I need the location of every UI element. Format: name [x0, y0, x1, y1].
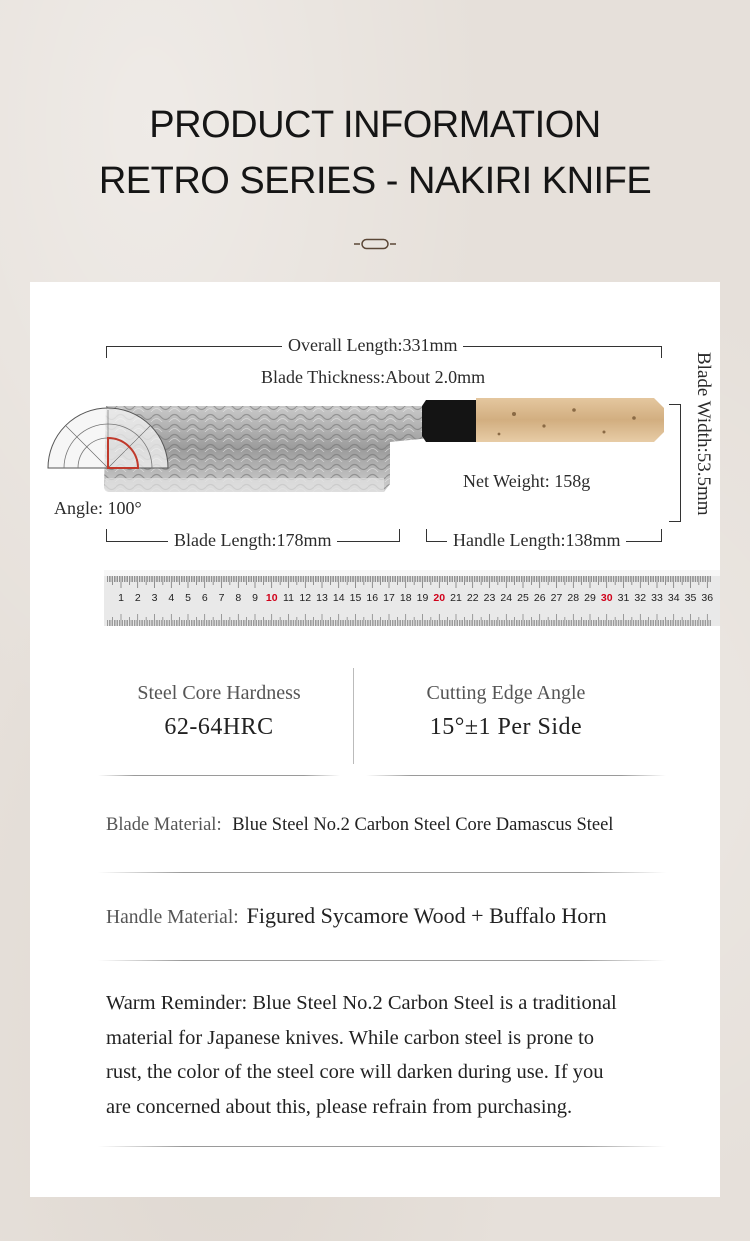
ruler-number: 16 [366, 592, 379, 604]
divider-line [366, 775, 666, 776]
blade-material-row [106, 815, 613, 836]
cutting-angle-label: Cutting Edge Angle [426, 682, 586, 704]
reminder-line: Warm Reminder: Blue Steel No.2 Carbon Steel is a traditional [106, 992, 617, 1014]
blade-width-tick-bottom [669, 521, 681, 522]
ruler-number: 20 [433, 592, 446, 604]
ruler-number: 30 [600, 592, 613, 604]
handle-material-label: Handle Material: [106, 907, 239, 928]
ruler [104, 570, 720, 626]
overall-length-tick-left [106, 346, 107, 358]
blade-length-tick-right [399, 529, 400, 542]
ruler-number: 17 [383, 592, 395, 604]
ruler-number: 27 [550, 592, 563, 604]
blade-thickness-label: Blade Thickness:About 2.0mm [261, 367, 486, 387]
ruler-number: 24 [500, 592, 513, 604]
ruler-number: 1 [118, 592, 124, 604]
hardness-label: Steel Core Hardness [137, 682, 301, 704]
reminder-line: are concerned about this, please refrain from purchasing. [106, 1095, 573, 1118]
ruler-number: 36 [701, 592, 714, 604]
ruler-number: 15 [349, 592, 362, 604]
ruler-number: 8 [235, 592, 242, 604]
blade-length-label: Blade Length:178mm [168, 530, 337, 551]
ruler-number: 32 [634, 592, 647, 604]
divider-line [98, 775, 340, 776]
ruler-number: 4 [168, 592, 175, 604]
horn-ferrule [422, 400, 476, 442]
hardness-value: 62-64HRC [164, 714, 274, 740]
overall-length-tick-right [661, 346, 662, 358]
divider-line [98, 1146, 666, 1147]
ruler-number: 26 [533, 592, 546, 604]
ruler-number: 34 [667, 592, 680, 604]
handle-material-value: Figured Sycamore Wood + Buffalo Horn [246, 903, 607, 928]
ruler-number: 31 [617, 592, 630, 604]
reminder-line: material for Japanese knives. While carbon steel is prone to [106, 1026, 595, 1049]
knife-illustration [44, 392, 674, 512]
page-title: PRODUCT INFORMATION [149, 104, 601, 146]
ruler-number: 28 [567, 592, 580, 604]
net-weight-label: Net Weight: 158g [463, 471, 591, 491]
ruler-number: 10 [265, 592, 278, 604]
handle-length-tick-right [661, 529, 662, 542]
wood-handle [476, 398, 664, 442]
reminder-line: rust, the color of the steel core will darken during use. If you [106, 1061, 604, 1083]
handle-length-label: Handle Length:138mm [447, 530, 626, 551]
divider-line [98, 872, 666, 873]
handle-length-tick-left [426, 529, 427, 542]
ruler-number: 11 [283, 592, 294, 604]
capsule-ornament-icon [354, 238, 396, 250]
ruler-number: 25 [517, 592, 529, 604]
ruler-number: 12 [299, 592, 312, 604]
warm-reminder-text [106, 986, 666, 1124]
spec-divider [353, 668, 354, 764]
cutting-angle-value: 15°±1 Per Side [429, 714, 583, 740]
ruler-number: 21 [450, 592, 462, 604]
blade-material-value: Blue Steel No.2 Carbon Steel Core Damascus Steel [232, 815, 614, 835]
ruler-number: 2 [134, 592, 141, 604]
blade-width-line [680, 404, 681, 522]
ruler-number: 6 [201, 592, 208, 604]
divider-line [98, 960, 666, 961]
ruler-number: 7 [218, 592, 225, 604]
blade-width-label: Blade Width:53.5mm [693, 352, 714, 516]
ruler-number: 14 [332, 592, 345, 604]
ruler-number: 5 [185, 592, 191, 604]
page-subtitle: RETRO SERIES - NAKIRI KNIFE [98, 160, 652, 202]
ruler-number: 35 [684, 592, 697, 604]
ruler-number: 23 [483, 592, 496, 604]
ruler-number: 3 [151, 592, 158, 604]
ruler-number: 22 [466, 592, 479, 604]
ruler-number: 19 [416, 592, 429, 604]
ruler-number: 13 [316, 592, 328, 604]
ruler-number: 33 [651, 592, 663, 604]
ruler-number: 9 [252, 592, 258, 604]
overall-length-label: Overall Length:331mm [282, 335, 463, 356]
blade-material-label: Blade Material: [106, 815, 222, 835]
angle-label: Angle: 100° [54, 498, 142, 518]
blade-length-tick-left [106, 529, 107, 542]
ruler-number: 18 [399, 592, 412, 604]
ruler-number: 29 [584, 592, 596, 604]
handle-material-row [106, 903, 607, 929]
